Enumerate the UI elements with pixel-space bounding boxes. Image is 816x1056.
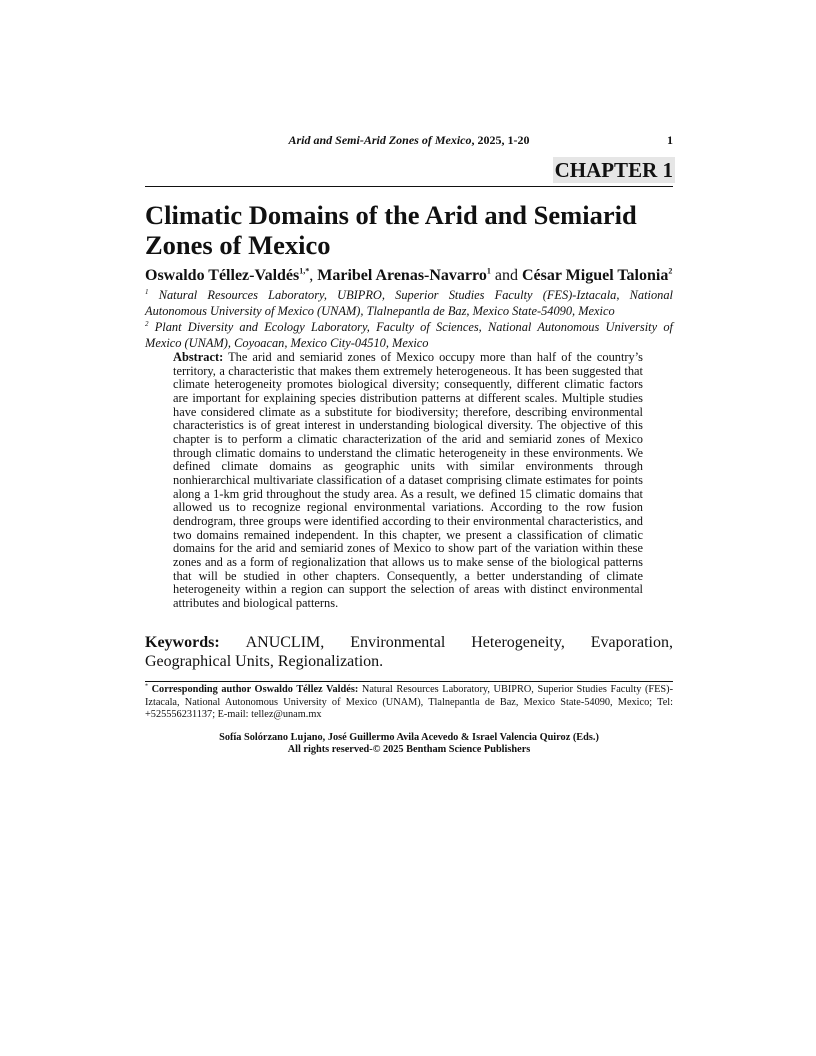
keywords bbox=[145, 633, 673, 671]
affiliation bbox=[145, 320, 673, 351]
author-and: and bbox=[490, 267, 522, 284]
chapter-label-row bbox=[145, 157, 673, 186]
keyword: Environmental bbox=[350, 634, 446, 652]
footnote-text: Natural Resources Laboratory, UBIPRO, Superior Studies Faculty (FES)-Iztacala, National Autonomous University of Mexico (UNAM), Tlalnepantla de Baz, Mexico State-54090, Mexico; Tel: +525556231137; E-mail: tellez@unam.mx bbox=[145, 684, 673, 721]
copyright: All rights reserved-© 2025 Bentham Science Publishers bbox=[287, 744, 531, 756]
page bbox=[145, 0, 673, 797]
keyword: Heterogeneity, bbox=[471, 634, 565, 652]
header-divider bbox=[145, 186, 673, 187]
author-affiliation-mark: 1,* bbox=[299, 266, 310, 276]
footnote-divider bbox=[145, 681, 673, 682]
author-separator: , bbox=[309, 267, 318, 284]
running-head bbox=[145, 133, 673, 148]
footnote-label: Corresponding author Oswaldo Téllez Valdés: bbox=[151, 684, 359, 696]
keywords-line bbox=[145, 633, 673, 652]
editors: Sofía Solórzano Lujano, José Guillermo Avila Acevedo & Israel Valencia Quiroz (Eds.) bbox=[219, 731, 599, 743]
publisher-credits bbox=[145, 732, 673, 757]
journal-meta: , 2025, 1-20 bbox=[471, 133, 530, 147]
abstract bbox=[173, 351, 643, 610]
affiliation bbox=[145, 288, 673, 319]
footnote-mark: * bbox=[145, 684, 148, 691]
journal-name: Arid and Semi-Arid Zones of Mexico bbox=[288, 133, 472, 147]
chapter-title: Climatic Domains of the Arid and Semiarid Zones of Mexico bbox=[145, 200, 637, 260]
affiliation-mark: 2 bbox=[145, 319, 149, 328]
running-head-journal bbox=[185, 133, 633, 148]
page-number: 1 bbox=[667, 133, 673, 147]
author-name: Maribel Arenas-Navarro bbox=[317, 267, 487, 284]
author-affiliation-mark: 2 bbox=[668, 266, 673, 276]
keywords-label: Keywords: bbox=[145, 634, 220, 652]
affiliation-text: Plant Diversity and Ecology Laboratory, Faculty of Sciences, National Autonomous University of Mexico (UNAM), Coyoacan, Mexico City-04510, Mexico bbox=[145, 320, 673, 350]
chapter-label: CHAPTER 1 bbox=[554, 158, 673, 182]
author-affiliation-mark: 1 bbox=[486, 266, 491, 276]
abstract-text: The arid and semiarid zones of Mexico occupy more than half of the country’s territory, a characteristic that makes them extremely heterogeneous. It has been suggested that climate heterogeneity promotes biological diversity; consequently, different climatic factors are important for explaining species distribution patterns at different scales. Multiple studies have considered climate as a substitute for biodiversity; therefore, describing environmental characteristics is of great interest in understanding biological diversity. The objective of this chapter is to perform a climatic characterization of the arid and semiarid zones of Mexico through climatic domains to understand the climatic heterogeneity in these environments. We defined climate domains as geographic units with similar environments through nonhierarchical multivariate classification of a dataset comprising climate estimates for points along a 1-km grid throughout the study area. As a result, we defined 15 climatic domains that allowed us to recognize regional environmental variations. According to the row fusion dendrogram, three groups were identified according to their environmental characteristics, and two domains remained independent. In this chapter, we present a classification of climatic domains for the arid and semiarid zones of Mexico to show part of the variation within these zones and as a form of regionalization that allows us to make sense of the biological patterns that will be studied in other chapters. Consequently, a better understanding of climate heterogeneity within a region can support the selection of areas with distinct environmental attributes and biological patterns. bbox=[173, 350, 643, 610]
keywords-line: Geographical Units, Regionalization. bbox=[145, 653, 384, 671]
author-name: César Miguel Talonia bbox=[521, 267, 669, 284]
abstract-label: Abstract: bbox=[173, 350, 224, 364]
affiliation-text: Natural Resources Laboratory, UBIPRO, Superior Studies Faculty (FES)-Iztacala, National Autonomous University of Mexico (UNAM), Tlalnepantla de Baz, Mexico State-54090, Mexico bbox=[145, 288, 673, 318]
author-list bbox=[145, 266, 673, 285]
author-name: Oswaldo Téllez-Valdés bbox=[145, 267, 300, 284]
affiliation-mark: 1 bbox=[145, 287, 149, 296]
keyword: Evaporation, bbox=[590, 634, 673, 652]
corresponding-author-footnote bbox=[145, 684, 673, 722]
keyword: ANUCLIM, bbox=[245, 634, 325, 652]
